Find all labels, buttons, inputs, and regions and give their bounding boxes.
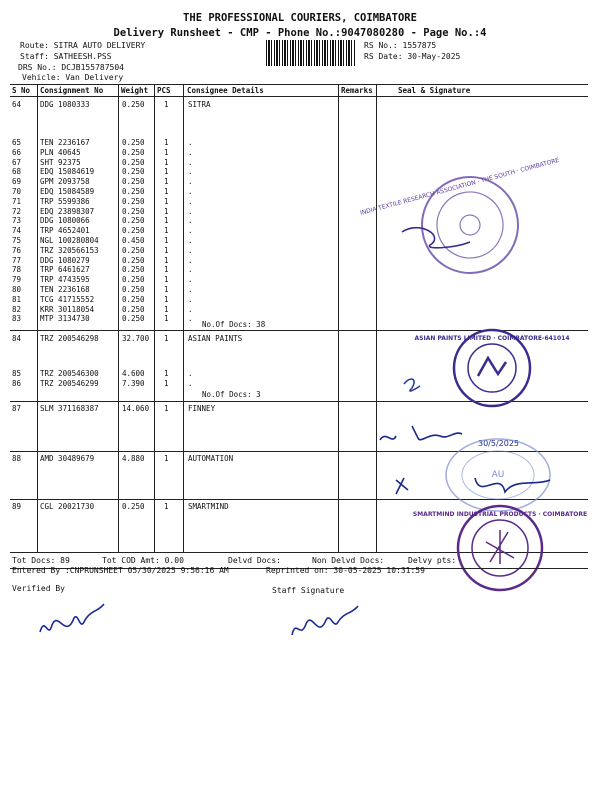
cell-weight: 0.250 (122, 167, 145, 177)
total-cod: Tot COD Amt: 0.00 (102, 556, 184, 565)
cell-sno: 72 (12, 206, 22, 216)
cell-sno: 73 (12, 216, 22, 226)
col-header-consignment: Consignment No (40, 86, 104, 95)
cell-pcs: 1 (164, 187, 169, 196)
cell-sno: 80 (12, 285, 22, 294)
cell-weight: 0.250 (122, 245, 145, 255)
cell-consignee-ditto: . (188, 369, 193, 378)
cell-consignment: MTP 3134730 (40, 314, 90, 324)
cell-consignment: TRP 4652401 (40, 226, 90, 236)
cell-consignee-ditto: . (188, 206, 193, 216)
cell-consignee-ditto: . (188, 245, 193, 255)
cell-pcs: 1 (164, 236, 169, 245)
cell-consignment: NGL 100280804 (40, 236, 99, 245)
cell-sno: 68 (12, 167, 22, 177)
cell-sno: 65 (12, 138, 22, 147)
cell-pcs: 1 (164, 167, 169, 177)
cell-consignee-ditto: . (188, 255, 193, 265)
automation-signature (396, 478, 550, 494)
cell-sno: 75 (12, 236, 22, 245)
rs-date: RS Date: 30-May-2025 (364, 52, 461, 61)
automation-seal (446, 439, 550, 511)
cell-weight: 0.250 (122, 138, 145, 147)
cell-pcs: 1 (164, 265, 169, 275)
cell-consignment: SHT 92375 (40, 157, 81, 167)
delivered-docs: Delvd Docs: (228, 556, 281, 565)
staff-info: Staff: SATHEESH.PSS (20, 52, 112, 61)
cell-sno: 76 (12, 245, 22, 255)
route-info: Route: SITRA AUTO DELIVERY (20, 41, 146, 50)
cell-consignee-ditto: . (188, 236, 193, 245)
docs-count: No.Of Docs: 3 (202, 390, 261, 399)
cell-consignment: TEN 2236167 (40, 138, 90, 147)
cell-pcs: 1 (164, 147, 169, 157)
smartmind-seal-text: SMARTMIND INDUSTRIAL PRODUCTS · COIMBATORE (412, 511, 588, 518)
cell-pcs: 1 (164, 255, 169, 265)
cell-consignment: GPM 2093758 (40, 177, 90, 187)
cell-consignee-ditto: . (188, 378, 193, 388)
cell-weight: 0.250 (122, 294, 145, 304)
cell-consignee-ditto: . (188, 275, 193, 285)
cell-consignment: PLN 40645 (40, 147, 81, 157)
asian-paints-seal (415, 330, 570, 406)
cell-consignment: TRP 4743595 (40, 275, 90, 285)
cell-weight: 0.250 (122, 275, 145, 285)
cell-consignee: ASIAN PAINTS (188, 334, 243, 343)
reprinted-on: Reprinted on: 30-05-2025 10:31:59 (266, 566, 425, 575)
cell-consignee-ditto: . (188, 216, 193, 226)
cell-pcs: 1 (164, 285, 169, 294)
cell-sno: 78 (12, 265, 22, 275)
cell-weight: 0.250 (122, 187, 145, 196)
cell-pcs: 1 (164, 294, 169, 304)
delivery-points: Delvy pts: (408, 556, 457, 565)
cell-sno: 64 (12, 100, 22, 109)
cell-pcs: 1 (164, 369, 169, 378)
asian-paints-signature (404, 379, 420, 391)
cell-consignee-ditto: . (188, 196, 193, 206)
cell-consignment: KRR 30118054 (40, 304, 95, 314)
cell-consignment: DDG 1080066 (40, 216, 90, 226)
sitra-signature (402, 228, 470, 248)
cell-consignment: TCG 41715552 (40, 294, 95, 304)
cell-consignment: TEN 2236168 (40, 285, 90, 294)
cell-weight: 0.250 (122, 255, 145, 265)
cell-consignment: DDG 1080333 (40, 100, 90, 109)
cell-consignment: EDQ 15084589 (40, 187, 95, 196)
cell-consignment: EDQ 15084619 (40, 167, 95, 177)
cell-consignment: DDG 1080279 (40, 255, 90, 265)
cell-sno: 77 (12, 255, 22, 265)
cell-sno: 87 (12, 404, 22, 413)
cell-consignee: AUTOMATION (188, 454, 234, 463)
cell-weight: 0.250 (122, 226, 145, 236)
cell-consignee-ditto: . (188, 138, 193, 147)
cell-pcs: 1 (164, 216, 169, 226)
cell-pcs: 1 (164, 275, 169, 285)
cell-pcs: 1 (164, 245, 169, 255)
cell-sno: 66 (12, 147, 22, 157)
cell-consignee-ditto: . (188, 265, 193, 275)
cell-consignee-ditto: . (188, 167, 193, 177)
cell-pcs: 1 (164, 177, 169, 187)
cell-pcs: 1 (164, 314, 169, 324)
cell-consignee-ditto: . (188, 157, 193, 167)
cell-weight: 14.060 (122, 404, 150, 413)
cell-sno: 82 (12, 304, 22, 314)
cell-pcs: 1 (164, 334, 169, 343)
cell-consignment: TRP 5599386 (40, 196, 90, 206)
asian-seal-text: ASIAN PAINTS LIMITED · COIMBATORE-641014 (414, 335, 570, 342)
cell-consignee-ditto: . (188, 294, 193, 304)
cell-sno: 85 (12, 369, 22, 378)
col-header-remarks: Remarks (341, 86, 373, 95)
cell-weight: 0.250 (122, 265, 145, 275)
cell-weight: 4.600 (122, 369, 145, 378)
automation-seal-text: AU (491, 470, 505, 480)
verified-by-label: Verified By (12, 584, 65, 593)
col-header-seal: Seal & Signature (398, 86, 471, 95)
cell-sno: 67 (12, 157, 22, 167)
cell-sno: 79 (12, 275, 22, 285)
total-docs: Tot Docs: 89 (12, 556, 70, 565)
cell-consignment: TRZ 320566153 (40, 245, 99, 255)
cell-sno: 89 (12, 502, 22, 511)
drs-info: DRS No.: DCJB155787504 (18, 63, 124, 72)
finney-signature (380, 426, 462, 440)
cell-weight: 0.250 (122, 100, 145, 109)
cell-sno: 81 (12, 294, 22, 304)
cell-sno: 70 (12, 187, 22, 196)
cell-sno: 83 (12, 314, 22, 324)
cell-weight: 32.700 (122, 334, 150, 343)
cell-weight: 0.250 (122, 157, 145, 167)
cell-consignee: FINNEY (188, 404, 216, 413)
cell-weight: 4.880 (122, 454, 145, 463)
cell-consignee-ditto: . (188, 304, 193, 314)
cell-weight: 7.390 (122, 378, 145, 388)
cell-weight: 0.250 (122, 206, 145, 216)
cell-pcs: 1 (164, 304, 169, 314)
cell-weight: 0.250 (122, 216, 145, 226)
cell-consignee-ditto: . (188, 314, 193, 324)
entered-by: Entered By :CNPRUNSHEET 05/30/2025 9:56:16 AM (12, 566, 229, 575)
cell-weight: 0.250 (122, 285, 145, 294)
cell-pcs: 1 (164, 196, 169, 206)
staff-signature-label: Staff Signature (272, 586, 345, 595)
cell-weight: 0.250 (122, 196, 145, 206)
col-header-pcs: PCS (157, 86, 171, 95)
cell-consignee-ditto: . (188, 285, 193, 294)
cell-weight: 0.250 (122, 502, 145, 511)
cell-consignment: AMD 30489679 (40, 454, 95, 463)
cell-consignee-ditto: . (188, 226, 193, 236)
sitra-seal (358, 152, 582, 298)
col-header-consignee: Consignee Details (187, 86, 264, 95)
cell-weight: 0.250 (122, 177, 145, 187)
cell-pcs: 1 (164, 502, 169, 511)
cell-consignee: SITRA (188, 100, 211, 109)
docs-count: No.Of Docs: 38 (202, 320, 266, 329)
cell-sno: 88 (12, 454, 22, 463)
cell-consignment: TRZ 200546299 (40, 378, 99, 388)
sitra-seal-text: INDIA TEXTILE RESEARCH ASSOCIATION · THE SOUTH · COIMBATORE (359, 156, 561, 217)
cell-consignment: TRP 6461627 (40, 265, 90, 275)
cell-consignment: TRZ 200546298 (40, 334, 99, 343)
col-header-sno: S No (12, 86, 31, 95)
col-header-weight: Weight (121, 86, 149, 95)
company-title: THE PROFESSIONAL COURIERS, COIMBATORE (183, 12, 417, 24)
staff-signature-mark (292, 606, 358, 635)
cell-consignment: CGL 20021730 (40, 502, 95, 511)
cell-consignment: TRZ 200546300 (40, 369, 99, 378)
cell-pcs: 1 (164, 454, 169, 463)
cell-consignment: EDQ 23898307 (40, 206, 95, 216)
cell-pcs: 1 (164, 138, 169, 147)
cell-pcs: 1 (164, 226, 169, 236)
cell-pcs: 1 (164, 206, 169, 216)
cell-consignment: SLM 371168387 (40, 404, 99, 413)
verified-by-signature (40, 604, 104, 632)
cell-pcs: 1 (164, 157, 169, 167)
cell-sno: 84 (12, 334, 22, 343)
cell-consignee-ditto: . (188, 177, 193, 187)
non-delivered-docs: Non Delvd Docs: (312, 556, 385, 565)
cell-pcs: 1 (164, 100, 169, 109)
cell-weight: 0.250 (122, 314, 145, 324)
cell-consignee-ditto: . (188, 187, 193, 196)
cell-sno: 69 (12, 177, 22, 187)
cell-sno: 71 (12, 196, 22, 206)
cell-consignee: SMARTMIND (188, 502, 229, 511)
cell-consignee-ditto: . (188, 147, 193, 157)
vehicle-info: Vehicle: Van Delivery (22, 73, 124, 82)
runsheet-title: Delivery Runsheet - CMP - Phone No.:9047080280 - Page No.:4 (113, 27, 487, 39)
handwritten-date: 30/5/2025 (478, 439, 520, 448)
rs-number: RS No.: 1557875 (364, 41, 437, 50)
cell-pcs: 1 (164, 378, 169, 388)
cell-weight: 0.450 (122, 236, 145, 245)
cell-weight: 0.250 (122, 147, 145, 157)
cell-pcs: 1 (164, 404, 169, 413)
cell-weight: 0.250 (122, 304, 145, 314)
cell-sno: 86 (12, 378, 22, 388)
cell-sno: 74 (12, 226, 22, 236)
smartmind-seal (413, 506, 587, 590)
